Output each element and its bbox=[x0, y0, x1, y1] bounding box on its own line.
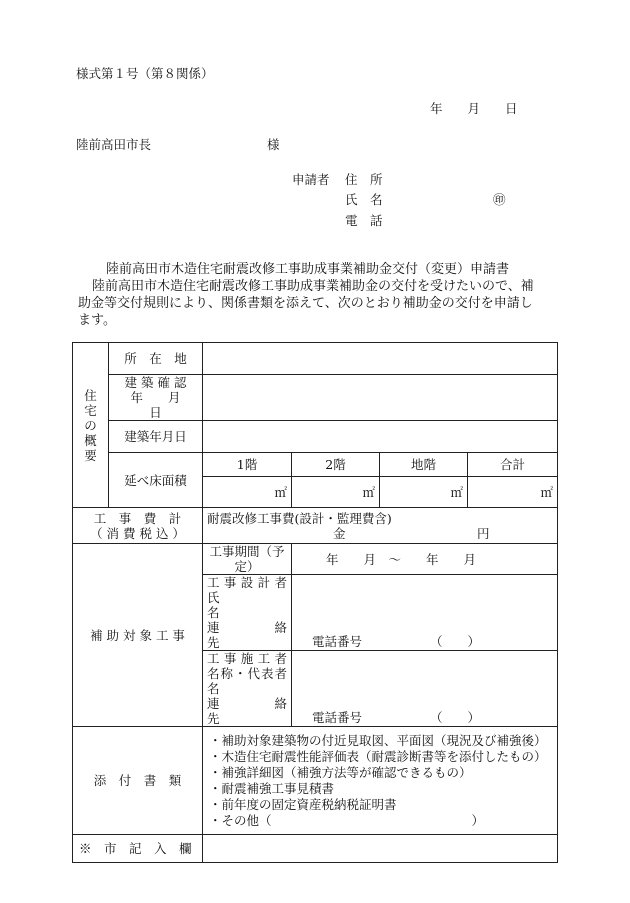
build-confirm-field[interactable] bbox=[203, 375, 558, 421]
floor-col-1f: 1階 bbox=[203, 453, 292, 477]
build-date-label: 建築年月日 bbox=[109, 421, 203, 453]
attachment-item: ・木造住宅耐震性能評価表（耐震診断書等を添付したもの） bbox=[209, 748, 547, 764]
designer-field[interactable] bbox=[292, 575, 558, 651]
build-date-field[interactable] bbox=[203, 421, 558, 453]
subsidy-work-label: 補 助 対 象 工 事 bbox=[73, 544, 203, 727]
yen-suffix: 円 bbox=[477, 525, 490, 541]
attachment-item: ・その他（ ） bbox=[209, 812, 485, 828]
attachments-list bbox=[203, 727, 558, 835]
form-number: 様式第１号（第８関係） bbox=[76, 66, 214, 81]
contractor-label: 工 事 施 工 者 名称・代表者名 連 絡 先 bbox=[203, 651, 292, 727]
house-summary-label: 住 宅 の 概 要 bbox=[73, 343, 109, 508]
contractor-phone-label: 電話番号 bbox=[312, 710, 363, 725]
cost-item: 耐震改修工事費(設計・監理費含) bbox=[207, 510, 392, 526]
floor-col-total: 合計 bbox=[468, 453, 558, 477]
paragraph-line-2: 助金等交付規則により、関係書類を添えて、次のとおり補助金の交付を申請し bbox=[78, 296, 533, 311]
application-table bbox=[72, 342, 558, 863]
designer-label: 工 事 設 計 者 氏 名 連 絡 先 bbox=[203, 575, 292, 651]
document-title: 陸前高田市木造住宅耐震改修工事助成事業補助金交付（変更）申請書 bbox=[106, 262, 510, 277]
build-confirm-label: 建 築 確 認 年 月 日 bbox=[109, 375, 203, 421]
area-2f-field[interactable]: ㎡ bbox=[292, 477, 380, 508]
designer-phone-paren: （ ） bbox=[430, 634, 481, 649]
applicant-label: 申請者 bbox=[292, 172, 330, 187]
cost-label: 工 事 費 計 （ 消 費 税 込 ） bbox=[73, 508, 203, 544]
floor-col-2f: 2階 bbox=[292, 453, 380, 477]
contractor-phone-paren: （ ） bbox=[430, 710, 481, 725]
designer-phone-label: 電話番号 bbox=[312, 634, 363, 649]
phone-label: 電 話 bbox=[345, 213, 383, 228]
seal-mark: ㊞ bbox=[493, 192, 506, 207]
location-label: 所 在 地 bbox=[109, 343, 203, 375]
city-note-field[interactable] bbox=[203, 835, 558, 863]
paragraph-line-1: 陸前高田市木造住宅耐震改修工事助成事業補助金の交付を受けたいので、補 bbox=[92, 279, 534, 294]
cost-field[interactable] bbox=[203, 508, 558, 544]
addressee: 陸前高田市長 bbox=[76, 137, 152, 152]
paragraph-line-3: ます。 bbox=[78, 313, 116, 328]
area-total-field[interactable]: ㎡ bbox=[468, 477, 558, 508]
date-line: 年 月 日 bbox=[430, 101, 518, 116]
attachment-item: ・補強詳細図（補強方法等が確認できるもの） bbox=[209, 764, 472, 780]
attachment-item: ・前年度の固定資産税納税証明書 bbox=[209, 796, 397, 812]
period-field[interactable]: 年 月 ～ 年 月 bbox=[292, 544, 558, 575]
floor-col-basement: 地階 bbox=[380, 453, 468, 477]
floor-area-label: 延べ床面積 bbox=[109, 453, 203, 508]
area-basement-field[interactable]: ㎡ bbox=[380, 477, 468, 508]
contractor-field[interactable] bbox=[292, 651, 558, 727]
area-1f-field[interactable]: ㎡ bbox=[203, 477, 292, 508]
attachments-label: 添 付 書 類 bbox=[73, 727, 203, 835]
city-note-label: ※ 市 記 入 欄 bbox=[73, 835, 203, 863]
period-label: 工事期間（予定） bbox=[203, 544, 292, 575]
location-field[interactable] bbox=[203, 343, 558, 375]
address-label: 住 所 bbox=[345, 172, 383, 187]
attachment-item: ・補助対象建築物の付近見取図、平面図（現況及び補強後） bbox=[209, 732, 547, 748]
yen-prefix: 金 bbox=[333, 525, 346, 541]
attachment-item: ・耐震補強工事見積書 bbox=[209, 780, 335, 796]
name-label: 氏 名 bbox=[345, 192, 383, 207]
honorific: 様 bbox=[267, 137, 280, 152]
